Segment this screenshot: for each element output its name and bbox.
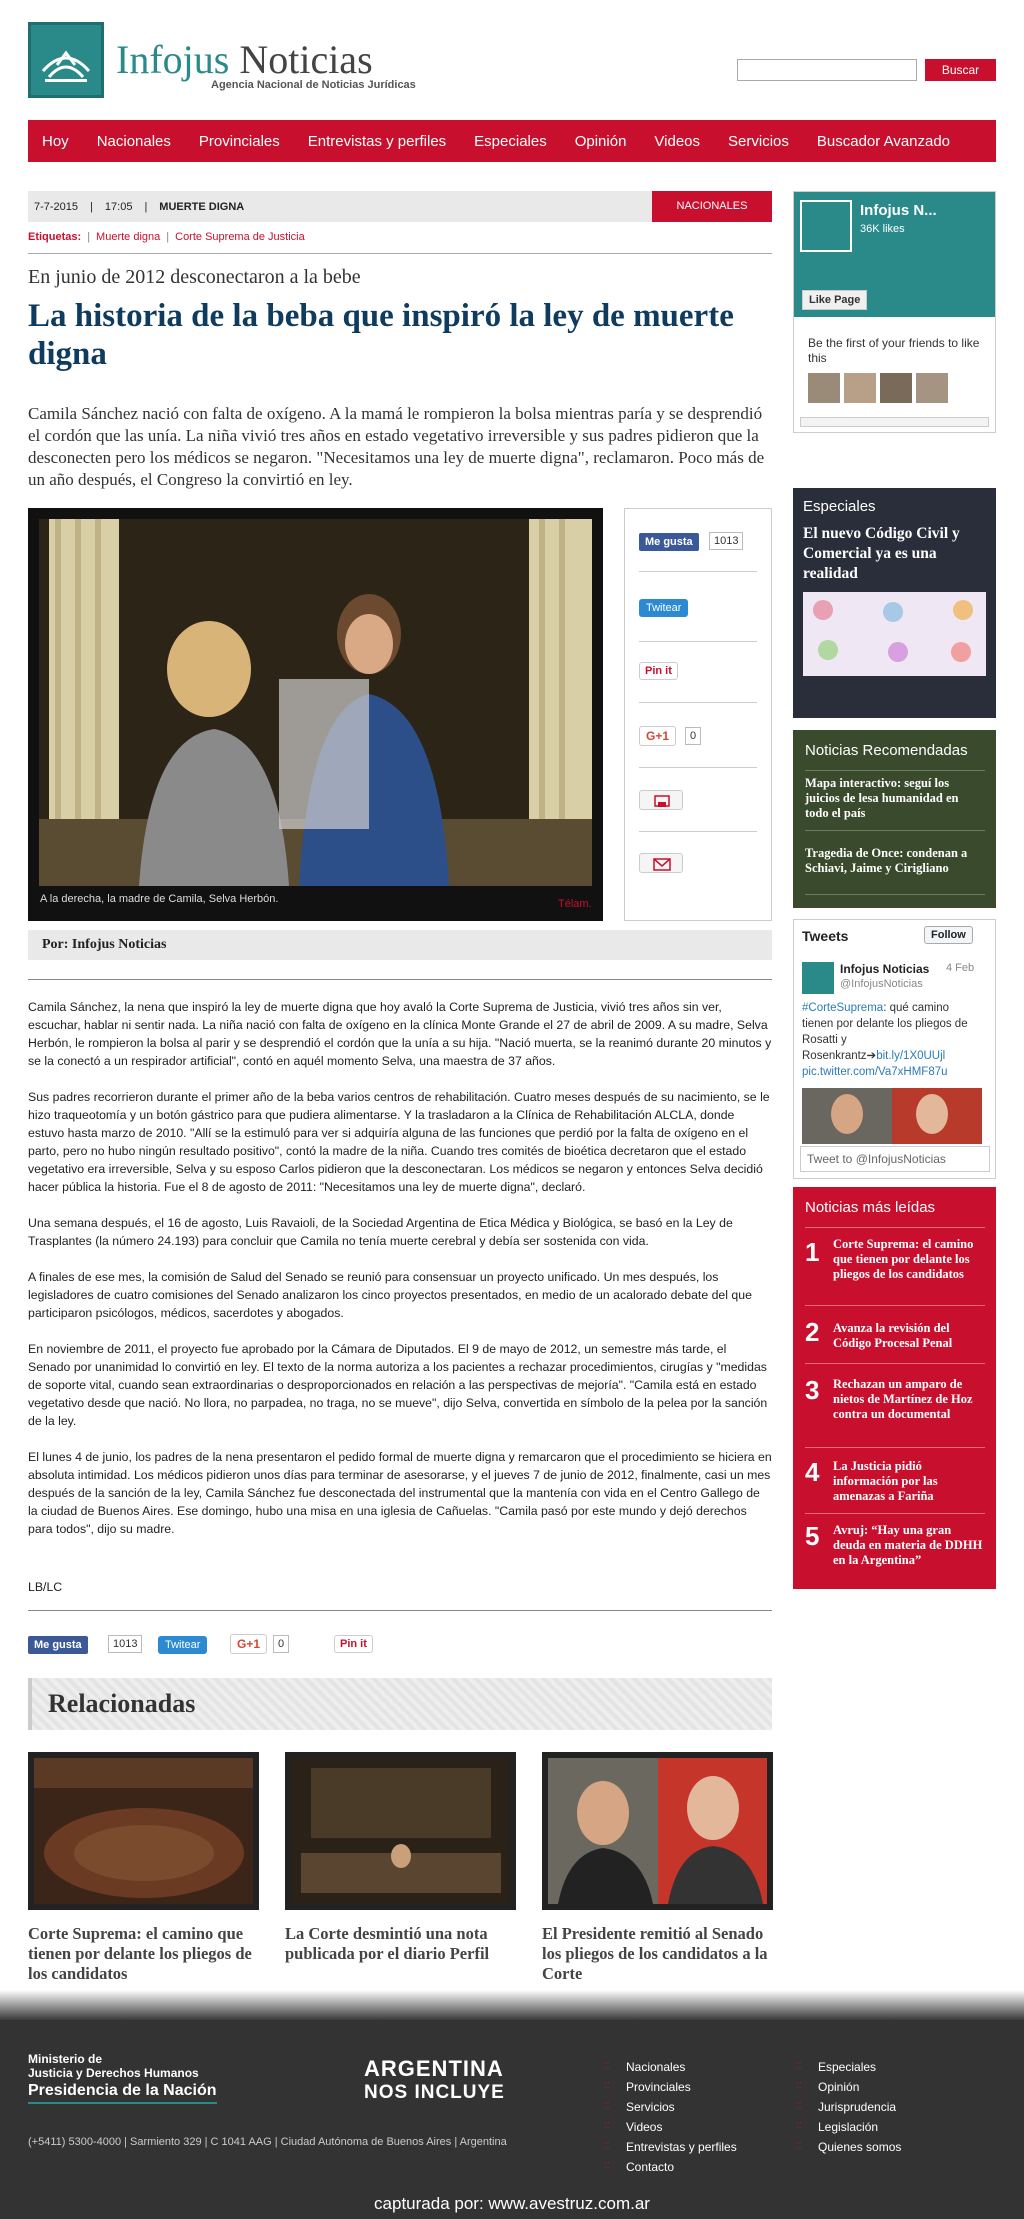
footer-link[interactable]: Servicios [626, 2100, 675, 2114]
facebook-page-likes: 36K likes [860, 223, 905, 235]
facebook-like-button[interactable]: Me gusta [639, 533, 699, 551]
footer-link[interactable]: Especiales [818, 2060, 877, 2074]
footer-shadow [0, 1990, 1024, 2020]
most-read-number: 5 [805, 1521, 820, 1551]
bullet-icon: :: [604, 2160, 610, 2171]
logo-subtitle: Agencia Nacional de Noticias Jurídicas [211, 79, 416, 91]
meta-separator: | [144, 200, 148, 213]
section-badge[interactable]: NACIONALES [652, 191, 772, 222]
search-input[interactable] [737, 59, 917, 81]
tweet-hashtag[interactable]: #CorteSuprema [802, 1002, 884, 1014]
divider [28, 253, 772, 254]
most-read-number: 1 [805, 1237, 820, 1267]
related-card[interactable] [542, 1752, 773, 1984]
google-plus-count: 0 [273, 1635, 289, 1653]
nav-item-nacionales[interactable]: Nacionales [96, 132, 171, 150]
nav-item-provinciales[interactable]: Provinciales [198, 132, 280, 150]
print-icon[interactable] [639, 790, 683, 810]
twitter-avatar[interactable] [802, 962, 834, 994]
twitter-widget [793, 919, 996, 1179]
divider [805, 1305, 985, 1306]
most-read-item[interactable]: Corte Suprema: el camino que tienen por delante los pliegos de los candidatos [833, 1237, 974, 1281]
bullet-icon: :: [796, 2140, 802, 2151]
tweet-input[interactable]: Tweet to @InfojusNoticias [800, 1146, 990, 1172]
friend-avatar[interactable] [844, 373, 876, 403]
friend-avatar[interactable] [916, 373, 948, 403]
twitter-share-button[interactable]: Twitear [639, 599, 688, 617]
most-read-item[interactable]: La Justicia pidió información por las amenazas a Fariña [833, 1459, 938, 1503]
article-tags [28, 231, 305, 243]
most-read-number: 2 [805, 1317, 820, 1347]
article-lead: Camila Sánchez nació con falta de oxígeno. A la mamá le rompieron la bolsa mientras paría y se desprendió el cordón que las unía. La niña vivió tres años en estado vegetativo irreversible y sus padres pidieron que la desconecten pero los médicos se negaron. "Necesitamos una ley de muerte digna", reclamaron. Poco más de un año después, el Congreso la convirtió en ley. [28, 404, 765, 489]
capture-watermark: capturada por: www.avestruz.com.ar [374, 2194, 650, 2213]
recommended-item[interactable]: Mapa interactivo: seguí los juicios de lesa humanidad en todo el país [805, 776, 959, 820]
tweet-text [802, 1000, 982, 1080]
nav-item-entrevistas[interactable]: Entrevistas y perfiles [307, 132, 447, 150]
google-plus-count: 0 [685, 727, 701, 745]
especiales-image[interactable] [803, 592, 986, 676]
share-divider [639, 767, 757, 768]
facebook-like-page-button[interactable]: Like Page [802, 290, 867, 310]
bullet-icon: :: [604, 2080, 610, 2091]
divider [805, 894, 985, 895]
footer-link[interactable]: Entrevistas y perfiles [626, 2140, 737, 2154]
bullet-icon: :: [796, 2100, 802, 2111]
footer-address: (+5411) 5300-4000 | Sarmiento 329 | C 1041 AAG | Ciudad Autónoma de Buenos Aires | Argentina [28, 2136, 507, 2148]
article-paragraph: Camila Sánchez, la nena que inspiró la ley de muerte digna que hoy avaló la Corte Suprema de Justicia, vivió tres años sin ver, escuchar, hablar ni sentir nada. La niña nació con falta de oxígeno en la clínica Monte Grande el 27 de abril de 2009. A su madre, Selva Herbón, le rompieron la bolsa al parir y se desprendió el cordón que la unía a su hija. "Nació muerta, se la reanimó durante 20 minutos y se la conectó a un respirador artificial", contó en aquél momento Selva, una maestra de 37 años. [28, 1000, 772, 1068]
bullet-icon: :: [796, 2060, 802, 2071]
share-divider [639, 831, 757, 832]
article-paragraph: En noviembre de 2011, el proyecto fue aprobado por la Cámara de Diputados. El 9 de mayo de 2012, un semestre más tarde, el Senado por unanimidad lo convirtió en ley. El texto de la norma autoriza a los pacientes a rechazar procedimientos, cirugías y "medidas de soporte vital, cuando sean extraordinarias o desproporcionados en relación a las perspectivas de mejoría". "Camila está en estado vegetativo desde que nació. No llora, no parpadea, no traga, no se mueve", dijo Selva, convertida en símbolo de la pelea por la sanción de la ley. [28, 1342, 768, 1428]
share-divider [639, 702, 757, 703]
bullet-icon: :: [604, 2060, 610, 2071]
divider [28, 979, 772, 980]
most-read-number: 3 [805, 1375, 820, 1405]
tag-separator: | [87, 231, 91, 243]
tweet-date[interactable]: 4 Feb [946, 962, 975, 974]
email-icon[interactable] [639, 853, 683, 873]
twitter-share-button[interactable]: Twitear [158, 1636, 207, 1654]
facebook-like-count: 1013 [108, 1635, 142, 1653]
friend-avatar[interactable] [808, 373, 840, 403]
footer-link[interactable]: Quienes somos [818, 2140, 902, 2154]
google-plus-button[interactable]: G+1 [230, 1634, 267, 1654]
related-card[interactable] [28, 1752, 259, 1984]
bullet-icon: :: [796, 2120, 802, 2131]
footer-link[interactable]: Legislación [818, 2120, 879, 2134]
divider [805, 1227, 985, 1228]
facebook-friends-text: Be the first of your friends to like this [808, 336, 980, 365]
article-kicker: En junio de 2012 desconectaron a la bebe [28, 266, 361, 288]
nav-item-especiales[interactable]: Especiales [474, 132, 547, 150]
facebook-page-avatar[interactable] [800, 200, 852, 252]
tweet-photo[interactable] [802, 1088, 982, 1144]
widget-scrollbar[interactable] [800, 417, 989, 427]
presidency-logo[interactable]: Presidencia de la Nación [28, 2082, 217, 2104]
related-title[interactable]: La Corte desmintió una nota publicada por el diario Perfil [285, 1924, 490, 1963]
photo-credit: Télam. [558, 898, 592, 910]
divider [805, 830, 985, 831]
facebook-like-button[interactable]: Me gusta [28, 1636, 88, 1654]
logo-text-secondary: Noticias [239, 37, 373, 82]
pinterest-button[interactable]: Pin it [639, 662, 678, 680]
most-read-label: Noticias más leídas [805, 1199, 936, 1216]
article-headline: La historia de la beba que inspiró la ley de muerte digna [28, 298, 734, 372]
tag-separator: | [166, 231, 170, 243]
bullet-icon: :: [604, 2100, 610, 2111]
footer-link[interactable]: Videos [626, 2120, 663, 2134]
bullet-icon: :: [604, 2140, 610, 2151]
photo-image [39, 519, 592, 886]
recommended-item[interactable]: Tragedia de Once: condenan a Schiavi, Jaime y Cirigliano [805, 846, 968, 875]
tag-link[interactable]: Corte Suprema de Justicia [175, 231, 305, 243]
footer-link[interactable]: Nacionales [626, 2060, 686, 2074]
article-paragraph: Una semana después, el 16 de agosto, Luis Ravaioli, de la Sociedad Argentina de Etica Médica y Biológica, se basó en la Ley de Trasplantes (la número 24.193) para concluir que Camila no tenía muerte cerebral y debía ser sostenida con vida. [28, 1216, 733, 1248]
related-card[interactable] [285, 1752, 516, 1964]
bullet-icon: :: [796, 2080, 802, 2091]
related-title[interactable]: El Presidente remitió al Senado los pliegos de los candidatos a la Corte [542, 1924, 768, 1983]
photo-caption: A la derecha, la madre de Camila, Selva Herbón. [40, 893, 279, 905]
argentina-logo-line1: ARGENTINA [364, 2056, 504, 2081]
facebook-page-widget [793, 191, 996, 433]
logo-text[interactable] [116, 36, 373, 83]
article-byline: Por: Infojus Noticias [28, 930, 772, 960]
most-read-item[interactable]: Avruj: “Hay una gran deuda en materia de DDHH en la Argentina” [833, 1523, 983, 1567]
share-divider [639, 641, 757, 642]
related-heading-bar [28, 1678, 772, 1730]
related-title[interactable]: Corte Suprema: el camino que tienen por delante los pliegos de los candidatos [28, 1924, 252, 1983]
site-footer [0, 2020, 1024, 2219]
tweet-body: : qué camino tienen por delante los pliegos de Rosatti y Rosenkrantz➔ [802, 1002, 968, 1062]
pinterest-button[interactable]: Pin it [334, 1635, 373, 1653]
bullet-icon: :: [604, 2120, 610, 2131]
most-read-item[interactable]: Avanza la revisión del Código Procesal Penal [833, 1321, 953, 1350]
article-paragraph: A finales de ese mes, la comisión de Salud del Senado se reunió para consensuar un proyecto unificado. Un mes después, los legisladores de cuatro comisiones del Senado analizaron los cinco proyectos presentados, en medio de un acalorado debate del que participaron psicólogos, médicos, sacerdotes y abogados. [28, 1270, 752, 1320]
divider [805, 1513, 985, 1514]
especiales-box [793, 488, 996, 718]
logo-text-primary: Infojus [116, 37, 230, 82]
ministry-line: Justicia y Derechos Humanos [28, 2066, 199, 2080]
tags-label: Etiquetas: [28, 231, 82, 243]
meta-separator: | [90, 200, 93, 213]
article-body [28, 998, 772, 1556]
tweet-link[interactable]: bit.ly/1X0UUjl [876, 1050, 946, 1062]
recommended-box [793, 730, 996, 908]
most-read-number: 4 [805, 1457, 820, 1487]
divider [805, 1363, 985, 1364]
argentina-logo-line2: NOS INCLUYE [364, 2082, 505, 2103]
main-nav [28, 120, 996, 162]
facebook-like-count: 1013 [709, 532, 743, 550]
tag-link[interactable]: Muerte digna [96, 231, 161, 243]
article-paragraph: Sus padres recorrieron durante el primer año de la beba varios centros de rehabilitación. Cuatro meses después de su nacimiento, se le hizo traqueotomía y un botón gástrico para que pudiera alimentarse. Y la trasladaron a la Clínica de Rehabilitación ALCLA, donde estuvo hasta marzo de 2010. "Allí se la estimuló para ver si adquiría alguna de las funciones que perdió por la falta de oxígeno en el parto, pero no hubo ningún resultado positivo", contó la madre de la niña. Cuando tres comités de bioética decretaron que el estado vegetativo era irreversible, Selva y su esposo Carlos pidieron que la desconectaran. Los médicos se negaron y entonces Selva decidió hacer pública la historia. Fue el 8 de agosto de 2011: "Necesitamos una ley de muerte digna", declaró. [28, 1090, 770, 1194]
recommended-label: Noticias Recomendadas [805, 742, 968, 759]
site-header [28, 22, 996, 102]
share-bar-bottom [28, 1634, 428, 1658]
related-image[interactable] [542, 1752, 773, 1910]
divider [805, 1447, 985, 1448]
facebook-page-name[interactable]: Infojus N... [860, 202, 937, 219]
nav-item-servicios[interactable]: Servicios [728, 132, 789, 150]
twitter-follow-button[interactable]: Follow [924, 926, 973, 944]
especiales-title[interactable]: El nuevo Código Civil y Comercial ya es una realidad [803, 525, 960, 582]
friend-avatar[interactable] [880, 373, 912, 403]
tweet-handle[interactable]: @InfojusNoticias [840, 978, 923, 990]
tweets-label: Tweets [802, 928, 849, 944]
google-plus-button[interactable]: G+1 [639, 726, 676, 746]
search-button[interactable]: Buscar [925, 59, 996, 81]
share-sidebar [624, 508, 772, 921]
nav-item-hoy[interactable]: Hoy [42, 132, 69, 150]
related-image[interactable] [285, 1752, 516, 1910]
footer-link[interactable]: Opinión [818, 2080, 860, 2094]
footer-link[interactable]: Provinciales [626, 2080, 691, 2094]
nav-item-opinion[interactable]: Opinión [574, 132, 627, 150]
article-category-tag[interactable]: MUERTE DIGNA [159, 200, 245, 213]
nav-item-buscador[interactable]: Buscador Avanzado [816, 132, 951, 150]
tweet-user[interactable]: Infojus Noticias [840, 962, 930, 976]
ministry-logo[interactable] [28, 2052, 199, 2080]
most-read-item[interactable]: Rechazan un amparo de nietos de Martínez de Hoz contra un documental [833, 1377, 973, 1421]
article-date: 7-7-2015 [34, 200, 79, 213]
tweet-link[interactable]: pic.twitter.com/Va7xHMF87u [802, 1066, 948, 1078]
article-paragraph: El lunes 4 de junio, los padres de la nena presentaron el pedido formal de muerte digna y remarcaron que el procedimiento se hiciera en absoluta intimidad. Los médicos pidieron unos días para terminar de asesorarse, y el jueves 7 de junio de 2012, finalmente, casi un mes después de la sanción de la ley, Camila Sánchez fue desconectada del instrumental que la mantenía con vida en el Centro Gallego de la ciudad de Buenos Aires. Ese domingo, hubo una misa en una iglesia de Cañuelas. "Camila pasó por este mundo y dejó derechos para todos", dijo su madre. [28, 1450, 772, 1536]
related-heading: Relacionadas [48, 1689, 196, 1718]
article-time: 17:05 [104, 200, 133, 213]
article-signature: LB/LC [28, 1580, 63, 1594]
share-divider [639, 571, 757, 572]
logo-icon[interactable] [28, 22, 104, 98]
divider [28, 1610, 772, 1611]
footer-link[interactable]: Contacto [626, 2160, 675, 2174]
ministry-line: Ministerio de [28, 2052, 103, 2066]
footer-link[interactable]: Jurisprudencia [818, 2100, 897, 2114]
especiales-label: Especiales [803, 498, 876, 515]
divider [805, 770, 985, 771]
most-read-box [793, 1187, 996, 1589]
article-photo [28, 508, 603, 921]
related-image[interactable] [28, 1752, 259, 1910]
nav-item-videos[interactable]: Videos [654, 132, 701, 150]
